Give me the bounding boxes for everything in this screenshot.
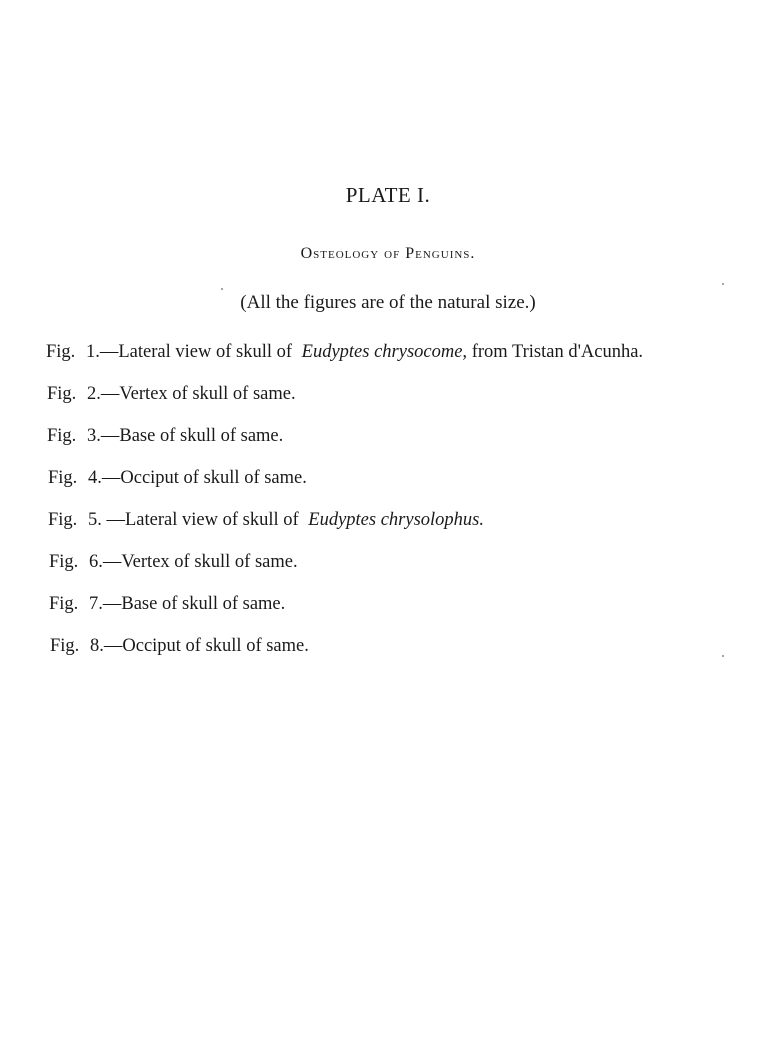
figure-number: 7. bbox=[89, 594, 103, 614]
figure-caption: —Occiput of skull of same. bbox=[103, 636, 309, 656]
figure-label: Fig. bbox=[50, 636, 80, 656]
figure-label: Fig. bbox=[49, 552, 79, 572]
print-speck bbox=[722, 655, 724, 657]
figure-list bbox=[46, 342, 761, 678]
figure-label: Fig. bbox=[47, 426, 77, 446]
figure-label: Fig. bbox=[48, 510, 78, 530]
figure-caption: —Vertex of skull of same. bbox=[102, 552, 298, 572]
figure-entry-2 bbox=[47, 384, 761, 426]
figure-caption: —Lateral view of skull of bbox=[99, 342, 297, 362]
figure-number: 2. bbox=[87, 384, 101, 404]
figure-caption: —Occiput of skull of same. bbox=[101, 468, 307, 488]
plate-note: (All the figures are of the natural size.) bbox=[240, 292, 536, 313]
figure-label: Fig. bbox=[46, 342, 76, 362]
figure-number: 5. bbox=[88, 510, 102, 530]
figure-label: Fig. bbox=[49, 594, 79, 614]
figure-number: 4. bbox=[88, 468, 102, 488]
figure-caption: —Base of skull of same. bbox=[102, 594, 286, 614]
figure-entry-3 bbox=[47, 426, 761, 468]
figure-entry-8 bbox=[50, 636, 761, 678]
figure-entry-1 bbox=[46, 342, 761, 384]
figure-number: 1. bbox=[86, 342, 100, 362]
figure-entry-6 bbox=[49, 552, 761, 594]
figure-caption-tail: from Tristan d'Acunha. bbox=[467, 342, 644, 362]
plate-title: PLATE I. bbox=[345, 183, 431, 207]
figure-number: 3. bbox=[87, 426, 101, 446]
figure-entry-5 bbox=[48, 510, 761, 552]
species-name: Eudyptes chrysolophus. bbox=[308, 510, 484, 530]
figure-number: 8. bbox=[90, 636, 104, 656]
plate-subject: Osteology of Penguins. bbox=[300, 245, 476, 262]
figure-entry-4 bbox=[48, 468, 761, 510]
print-speck bbox=[722, 283, 724, 285]
figure-number: 6. bbox=[89, 552, 103, 572]
figure-caption: —Lateral view of skull of bbox=[101, 510, 304, 530]
figure-entry-7 bbox=[49, 594, 761, 636]
species-name: Eudyptes chrysocome, bbox=[301, 342, 468, 362]
figure-caption: —Vertex of skull of same. bbox=[100, 384, 296, 404]
figure-label: Fig. bbox=[48, 468, 78, 488]
figure-label: Fig. bbox=[47, 384, 77, 404]
figure-caption: —Base of skull of same. bbox=[100, 426, 284, 446]
print-speck bbox=[221, 288, 223, 290]
